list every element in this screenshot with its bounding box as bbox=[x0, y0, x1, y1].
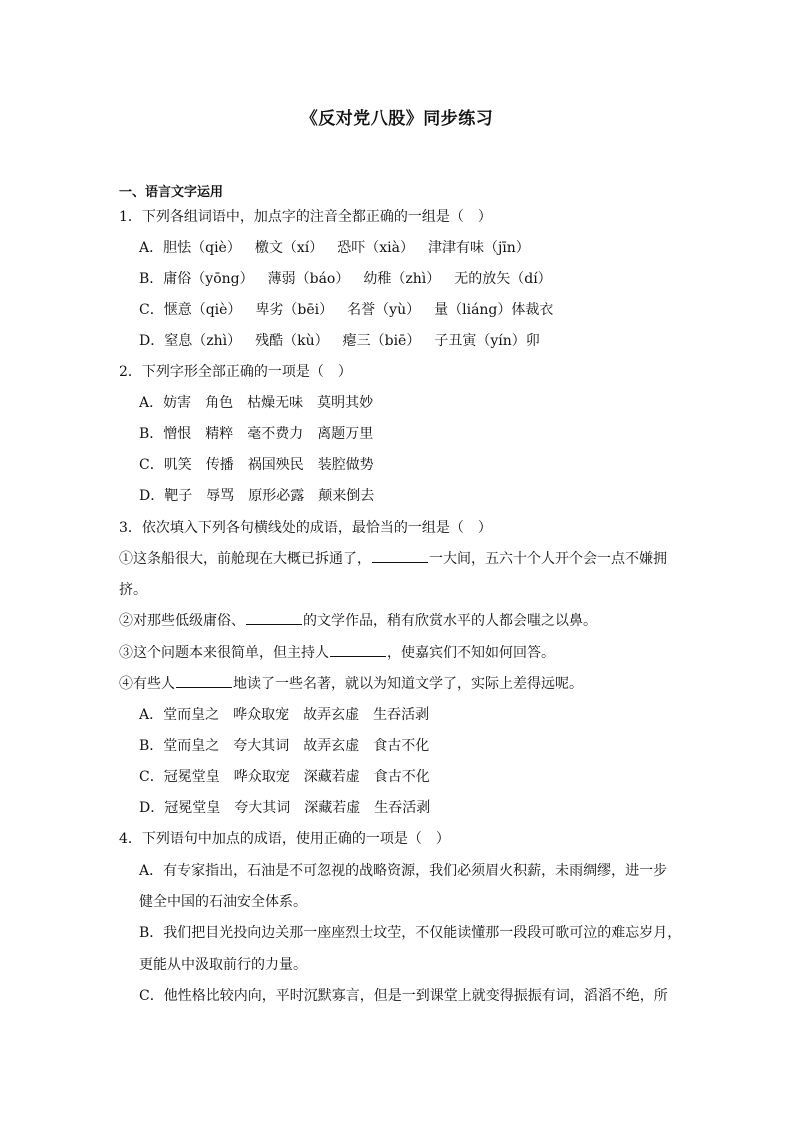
question-2-option-c: C．叽笑 传播 祸国殃民 装腔做势 bbox=[139, 457, 374, 473]
question-2-option-b: B．憎恨 精粹 毫不费力 离题万里 bbox=[139, 426, 374, 442]
page-title: 《反对党八股》同步练习 bbox=[300, 109, 494, 129]
question-4-stem: 4．下列语句中加点的成语，使用正确的一项是（ ） bbox=[119, 831, 450, 847]
question-1-option-a: A．胆怯（qiè） 檄文（xí） 恐吓（xià） 津津有味（jīn） bbox=[139, 240, 530, 256]
question-1-option-c: C．惬意（qiè） 卑劣（bēi） 名誉（yù） 量（liáng）体裁衣 bbox=[139, 302, 554, 318]
question-4-option-a: A．有专家指出，石油是不可忽视的战略资源，我们必须眉火积薪，未雨绸缪，进一步 bbox=[139, 863, 668, 879]
question-3-option-a: A．堂而皇之 哗众取宠 故弄玄虚 生吞活剥 bbox=[139, 707, 430, 723]
question-3-sentence-2: ②对那些低级庸俗、 的文学作品，稍有欣赏水平的人都会嗤之以鼻。 bbox=[119, 613, 597, 629]
question-1-option-b: B．庸俗（yōng） 薄弱（báo） 幼稚（zhì） 无的放矢（dí） bbox=[139, 271, 552, 287]
fill-blank bbox=[176, 675, 232, 688]
question-3-option-d: D．冠冕堂皇 夸大其词 深藏若虚 生吞活剥 bbox=[139, 800, 431, 816]
question-3-sentence-3: ③这个问题本来很简单，但主持人 ，使嘉宾们不知如何回答。 bbox=[119, 645, 555, 661]
question-1-stem: 1．下列各组词语中，加点字的注音全都正确的一组是（ ） bbox=[119, 209, 492, 225]
question-3-sentence-4: ④有些人 地读了一些名著，就以为知道文学了，实际上差得远呢。 bbox=[119, 676, 583, 692]
question-4-option-b-cont: 更能从中汲取前行的力量。 bbox=[139, 957, 307, 973]
question-2-option-a: A．妨害 角色 枯燥无味 莫明其妙 bbox=[139, 395, 374, 411]
question-3-sentence-1-cont: 挤。 bbox=[119, 582, 147, 598]
question-3-option-b: B．堂而皇之 夸大其词 故弄玄虚 食古不化 bbox=[139, 738, 430, 754]
question-4-option-b: B．我们把目光投向边关那一座座烈士坟茔，不仅能读懂那一段段可歌可泣的难忘岁月， bbox=[139, 925, 682, 941]
section-heading: 一、语言文字运用 bbox=[119, 185, 224, 200]
question-3-stem: 3．依次填入下列各句横线处的成语，最恰当的一组是（ ） bbox=[119, 520, 492, 536]
question-2-option-d: D．靶子 辱骂 原形必露 颠来倒去 bbox=[139, 488, 375, 504]
question-2-stem: 2．下列字形全部正确的一项是（ ） bbox=[119, 364, 352, 380]
question-1-option-d: D．窒息（zhì） 残酷（kù） 瘪三（biē） 子丑寅（yín）卯 bbox=[139, 333, 540, 349]
question-3-sentence-1: ①这条船很大，前舱现在大概已拆通了， 一大间，五六十个人开个会一点不嫌拥 bbox=[119, 551, 667, 567]
fill-blank bbox=[372, 550, 428, 563]
question-4-option-c: C．他性格比较内向，平时沉默寡言，但是一到课堂上就变得振振有词，滔滔不绝，所 bbox=[139, 988, 668, 1004]
question-3-option-c: C．冠冕堂皇 哗众取宠 深藏若虚 食古不化 bbox=[139, 769, 430, 785]
fill-blank bbox=[246, 612, 302, 625]
fill-blank bbox=[330, 644, 386, 657]
question-4-option-a-cont: 健全中国的石油安全体系。 bbox=[139, 894, 307, 910]
